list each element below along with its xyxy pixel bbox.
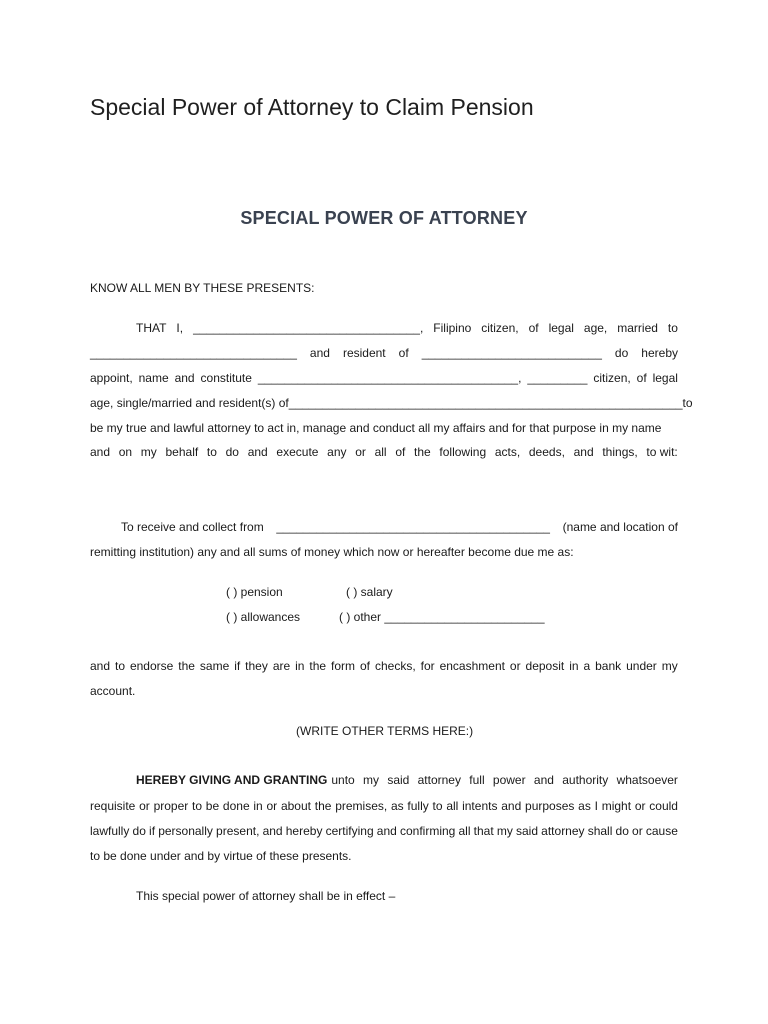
word: present, (216, 824, 260, 838)
word: as (578, 799, 591, 813)
word: age, (583, 321, 608, 335)
word: and (90, 445, 111, 459)
word: same (199, 659, 230, 673)
word: the (314, 799, 332, 813)
hereby-giving-bold: HEREBY GIVING AND GRANTING (136, 773, 328, 787)
word: attorney (417, 773, 461, 787)
word: they (245, 659, 268, 673)
word: married (617, 321, 658, 335)
word: proper (153, 799, 189, 813)
word: the (414, 445, 431, 459)
word: and (90, 659, 111, 673)
word: all (458, 824, 471, 838)
word: or (139, 799, 150, 813)
word: form (331, 659, 356, 673)
word: To receive and collect from (121, 520, 264, 534)
word: my (661, 659, 678, 673)
word: do (132, 824, 146, 838)
p1-line-3 (90, 371, 678, 385)
word: things, (602, 445, 638, 459)
p4-line-1-rest (331, 773, 678, 787)
word: if (234, 659, 241, 673)
p4-line-2 (90, 799, 678, 813)
word: the (309, 659, 327, 673)
word: and (247, 445, 268, 459)
word: all (374, 445, 387, 459)
word: in (569, 659, 579, 673)
p4-line-3 (90, 824, 678, 838)
p1-line-1 (136, 321, 678, 335)
word: acts, (494, 445, 521, 459)
word: bank (595, 659, 622, 673)
word: might (601, 799, 632, 813)
word: of (360, 659, 371, 673)
word: my (363, 773, 380, 787)
word: Filipino (433, 321, 472, 335)
word: constitute (200, 371, 252, 385)
p5-line: This special power of attorney shall be in effect – (136, 889, 396, 903)
word: to (682, 396, 693, 410)
word: age, single/married and resident(s) of (90, 396, 289, 410)
word: whatsoever (616, 773, 678, 787)
word: are (272, 659, 291, 673)
word: personally (158, 824, 213, 838)
word: that (473, 824, 494, 838)
intro-line: KNOW ALL MEN BY THESE PRESENTS: (90, 281, 315, 295)
word: a (583, 659, 591, 673)
other-terms-label: (WRITE OTHER TERMS HERE:) (296, 724, 474, 738)
p3-line-1 (90, 659, 678, 673)
p2-line-2: remitting institution) any and all sums of money which now or hereafter become due me as: (90, 545, 574, 559)
word: could (649, 799, 678, 813)
word: as (390, 799, 404, 813)
word: all (446, 799, 459, 813)
word: full (469, 773, 485, 787)
word: authority (562, 773, 609, 787)
word: following (439, 445, 487, 459)
word: do (225, 445, 239, 459)
word: _______________________________ (90, 346, 297, 360)
word: of (395, 445, 406, 459)
word: THAT (136, 321, 167, 335)
word: attorney (541, 824, 585, 838)
word: hereby (641, 346, 678, 360)
word: or (634, 799, 646, 813)
word: on (118, 445, 133, 459)
word: execute (276, 445, 319, 459)
p4-line-4: to be done under and by virtue of these presents. (90, 849, 352, 863)
word: appoint, (90, 371, 133, 385)
word: _________________________________________ (276, 520, 550, 534)
word: to (432, 799, 443, 813)
word: lawfully (90, 824, 130, 838)
word: to wit: (646, 445, 678, 459)
word: to (192, 799, 203, 813)
word: to (206, 445, 217, 459)
option-other: ( ) other ________________________ (339, 610, 545, 624)
p1-line-2 (90, 346, 678, 360)
word: _________ (527, 371, 588, 385)
word: be my true and lawful attorney to act in, manage and conduct all my affairs and for that purpose in my name (90, 421, 662, 435)
p1-line-5 (90, 421, 678, 435)
word: to (667, 321, 678, 335)
word: unto (331, 773, 355, 787)
word: legal (548, 321, 574, 335)
word: legal (652, 371, 678, 385)
word: in (295, 659, 305, 673)
word: and (309, 346, 330, 360)
word: cause (645, 824, 678, 838)
word: endorse (129, 659, 174, 673)
word: __________________________________, (193, 321, 424, 335)
word: citizen, (481, 321, 519, 335)
word: be (205, 799, 220, 813)
word: name (138, 371, 169, 385)
word: about (280, 799, 311, 813)
word: any (327, 445, 347, 459)
word: confirming (399, 824, 456, 838)
word: I, (176, 321, 184, 335)
word: and (376, 824, 397, 838)
word: encashment (439, 659, 505, 673)
p1-line-6 (90, 445, 678, 459)
word: citizen, (593, 371, 631, 385)
word: or (632, 824, 643, 838)
word: and (573, 445, 594, 459)
word: hereby (285, 824, 323, 838)
word: or (509, 659, 521, 673)
word: and (533, 773, 554, 787)
word: I (594, 799, 598, 813)
p1-line-4 (90, 396, 693, 410)
word: under (626, 659, 657, 673)
option-salary: ( ) salary (346, 585, 393, 599)
option-allowances: ( ) allowances (226, 610, 301, 624)
word: ___________________________________________________________ (288, 396, 683, 410)
word: checks, (374, 659, 416, 673)
word: and (174, 371, 195, 385)
word: of (636, 371, 647, 385)
document-title: Special Power of Attorney to Claim Pension (90, 94, 534, 120)
word: shall (587, 824, 613, 838)
word: resident (342, 346, 386, 360)
word: ___________________________ (421, 346, 602, 360)
p4-line-1 (136, 773, 678, 787)
word: done (222, 799, 250, 813)
word: and (501, 799, 522, 813)
word: said (387, 773, 410, 787)
word: deposit (525, 659, 565, 673)
word: power (492, 773, 526, 787)
word: my (496, 824, 513, 838)
word: in (253, 799, 263, 813)
word: purposes (525, 799, 575, 813)
word: for (420, 659, 435, 673)
word: if (149, 824, 156, 838)
word: or (266, 799, 278, 813)
word: behalf (165, 445, 199, 459)
word: intents (462, 799, 498, 813)
word: _______________________________________, (257, 371, 522, 385)
word: deeds, (528, 445, 565, 459)
word: said (516, 824, 539, 838)
option-pension: ( ) pension (226, 585, 283, 599)
word: premises, (335, 799, 388, 813)
word: requisite (90, 799, 136, 813)
word: and (262, 824, 283, 838)
word: fully (407, 799, 429, 813)
document-heading: SPECIAL POWER OF ATTORNEY (240, 208, 528, 228)
word: do (614, 346, 629, 360)
p2-line-1 (121, 520, 678, 534)
word: do (615, 824, 629, 838)
word: to (114, 659, 125, 673)
word: (name and location of (562, 520, 678, 534)
word: or (355, 445, 366, 459)
word: my (140, 445, 157, 459)
p3-line-2: account. (90, 684, 136, 698)
word: certifying (325, 824, 374, 838)
word: the (178, 659, 195, 673)
word: of (528, 321, 539, 335)
word: of (398, 346, 409, 360)
